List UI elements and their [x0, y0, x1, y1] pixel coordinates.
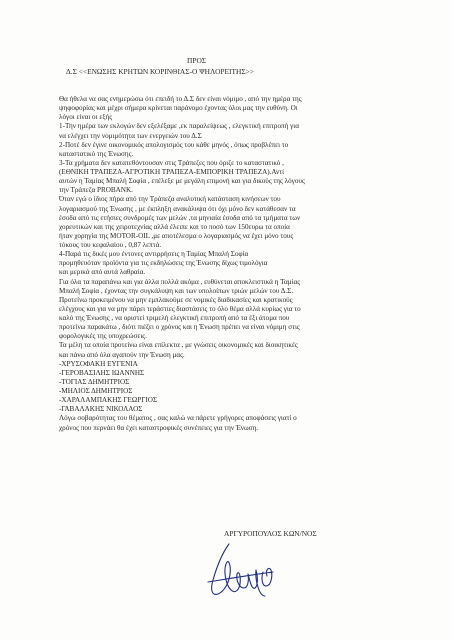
letter-line: (ΕΘΝΙΚΗ ΤΡΑΠΕΖΑ-ΑΓΡΟΤΙΚΗ ΤΡΑΠΕΖΑ-ΕΜΠΟΡΙΚΗ ΤΡΑΠΕΖΑ).Αντί: [59, 168, 285, 176]
letter-line: έσοδα από τις ετήσιες συνδρομές των μελών ,τα μηνιαία έσοδα από τα τμήματα των: [59, 213, 301, 222]
letter-line: καταστατικό της Ένωσης.: [59, 149, 134, 158]
letter-line: Μπαλή Σοφία , έχοντας την συγκάλυψη και των υπολοίπων τριών μελών του Δ.Σ.: [59, 286, 294, 295]
letter-line: ελέγχους και για να μην πάρει τεράστιες διαστάσεις το όλο θέμα αλλά κυρίως για το: [59, 304, 301, 313]
letter-line: Τα μέλη τα οποία προτείνω είναι επίλεκτα , με γνώσεις οικονομικές και διοικητικές: [59, 341, 298, 350]
letter-line: ήταν χορηγία της MOTOR-OIL ,με αποτέλεσμα ο λογαριασμός να έχει μόνο τους: [59, 231, 294, 240]
letter-line: -ΤΟΓΙΑΣ ΔΗΜΗΤΡΙΟΣ: [59, 377, 130, 386]
letter-line: -ΓΑΒΑΛΑΚΗΣ ΝΙΚΟΛΑΟΣ: [59, 405, 143, 414]
letter-line: 2-Ποτέ δεν έγινε οικονομικός απολογισμός του κάθε μηνός , όπως προβλέπει το: [59, 140, 289, 149]
letter-line: Όταν εγώ ο ίδιος πήρα από την Τράπεζα αναλυτική κατάσταση κινήσεων του: [59, 195, 281, 204]
letter-line: Θα ήθελα να σας ενημερώσω ότι επειδή το Δ.Σ δεν είναι νόμιμο , από την ημέρα της: [59, 95, 302, 103]
letter-line: φορολογικές της υποχρεώσεις.: [59, 332, 147, 341]
letter-line: χρόνος που περνάει θα έχει καταστροφικές συνέπειες για την Ένωση.: [59, 423, 259, 432]
signatory-name: ΑΡΓΥΡΟΠΟΥΛΟΣ ΚΩΝ/ΝΟΣ: [224, 529, 317, 538]
letter-line: 4-Παρά τις δικές μου έντονες αντιρρήσεις η Ταμίας Μπαλή Σοφία: [59, 250, 249, 259]
letter-line: 3-Τα χρήματα δεν κατατεθόντουσαν στις Τράπεζες που όριζε το καταστατικό ,: [59, 158, 284, 167]
letter-line: -ΧΡΥΣΟΦΑΚΗ ΕΥΓΕΝΙΑ: [59, 359, 138, 368]
letter-line: αυτών η Ταμίας Μπαλή Σοφία , επέλεξε με μεγάλη επιμονή και για δικούς της λόγους: [59, 177, 305, 186]
letter-line: Για όλα τα παραπάνω και για άλλα πολλά ακόμα , ευθύνεται αποκλειστικά η Ταμίας: [59, 277, 301, 286]
letter-line: προμηθευόταν προϊόντα για τις εκδηλώσεις της Ένωσης δίχως τιμολόγια: [59, 259, 268, 268]
letter-line: να ελέγχει την νομιμότητα των ενεργειών του Δ.Σ: [59, 131, 202, 140]
letter-line: και πάνω από όλα αγαπούν την Ένωση μας.: [59, 350, 185, 359]
letter-body: [59, 95, 421, 433]
letter-line: -ΧΑΡΑΛΑΜΠΑΚΗΣ ΓΕΩΡΓΙΟΣ: [59, 396, 158, 405]
recipient-organization: Δ.Σ <<ΕΝΩΣΗΣ ΚΡΗΤΩΝ ΚΟΡΙΝΘΙΑΣ-Ο ΨΗΛΟΡΕΙΤΗΣ>>: [66, 67, 254, 76]
letter-line: -ΓΕΡΟΒΑΣΙΛΗΣ ΙΩΑΝΝΗΣ: [59, 368, 145, 377]
letter-line: την Τράπεζα PROBANK.: [59, 186, 133, 195]
letter-line: 1-Την ημέρα των εκλογών δεν εξελέξαμε ,εκ παραλείψεως , ελεγκτική επιτροπή για: [59, 122, 299, 131]
recipient-to: ΠΡΟΣ: [187, 56, 207, 65]
letter-line: λογαριασμού της Ένωσης , με έκπληξη ανακάλυψα ότι όχι μόνο δεν κατάθεσαν τα: [59, 204, 296, 213]
letter-line: προτείνω παρακάτω , διότι πιέζει ο χρόνος και η Ένωση πρέπει να είναι νόμιμη στις: [59, 323, 300, 332]
handwritten-signature: [203, 540, 285, 606]
letter-line: καλό της Ένωσης , να οριστεί τριμελή ελεγκτική επιτροπή από τα έξι άτομα που: [59, 314, 290, 322]
letter-line: Προτείνω προκειμένου να μην εμπλακούμε σε νομικές διαδικασίες και κρατικούς: [59, 295, 293, 304]
letter-line: τόκους του κεφαλαίου , 0,87 λεπτά.: [59, 241, 162, 249]
letter-line: Λόγω σοβαρότητας του θέματος , σας καλώ να πάρετε γρήγορες αποφάσεις γιατί ο: [59, 414, 297, 423]
letter-line: χορευτικών και της χειροτεχνίας αλλά έλειπε και το ποσό των 150ευρω τα οποία: [59, 222, 290, 231]
letter-line: και μερικά από αυτά λαθραία.: [59, 268, 146, 277]
letter-line: λόγοι είναι οι εξής: [59, 113, 113, 122]
letter-line: ψηφοφορίας και μέχρι σήμερα κρίνεται παράνομο έχοντας όλοι μας την ευθύνη. Οι: [59, 104, 298, 113]
letter-line: -ΜΗΛΙΟΣ ΔΗΜΗΤΡΙΟΣ: [59, 387, 133, 395]
